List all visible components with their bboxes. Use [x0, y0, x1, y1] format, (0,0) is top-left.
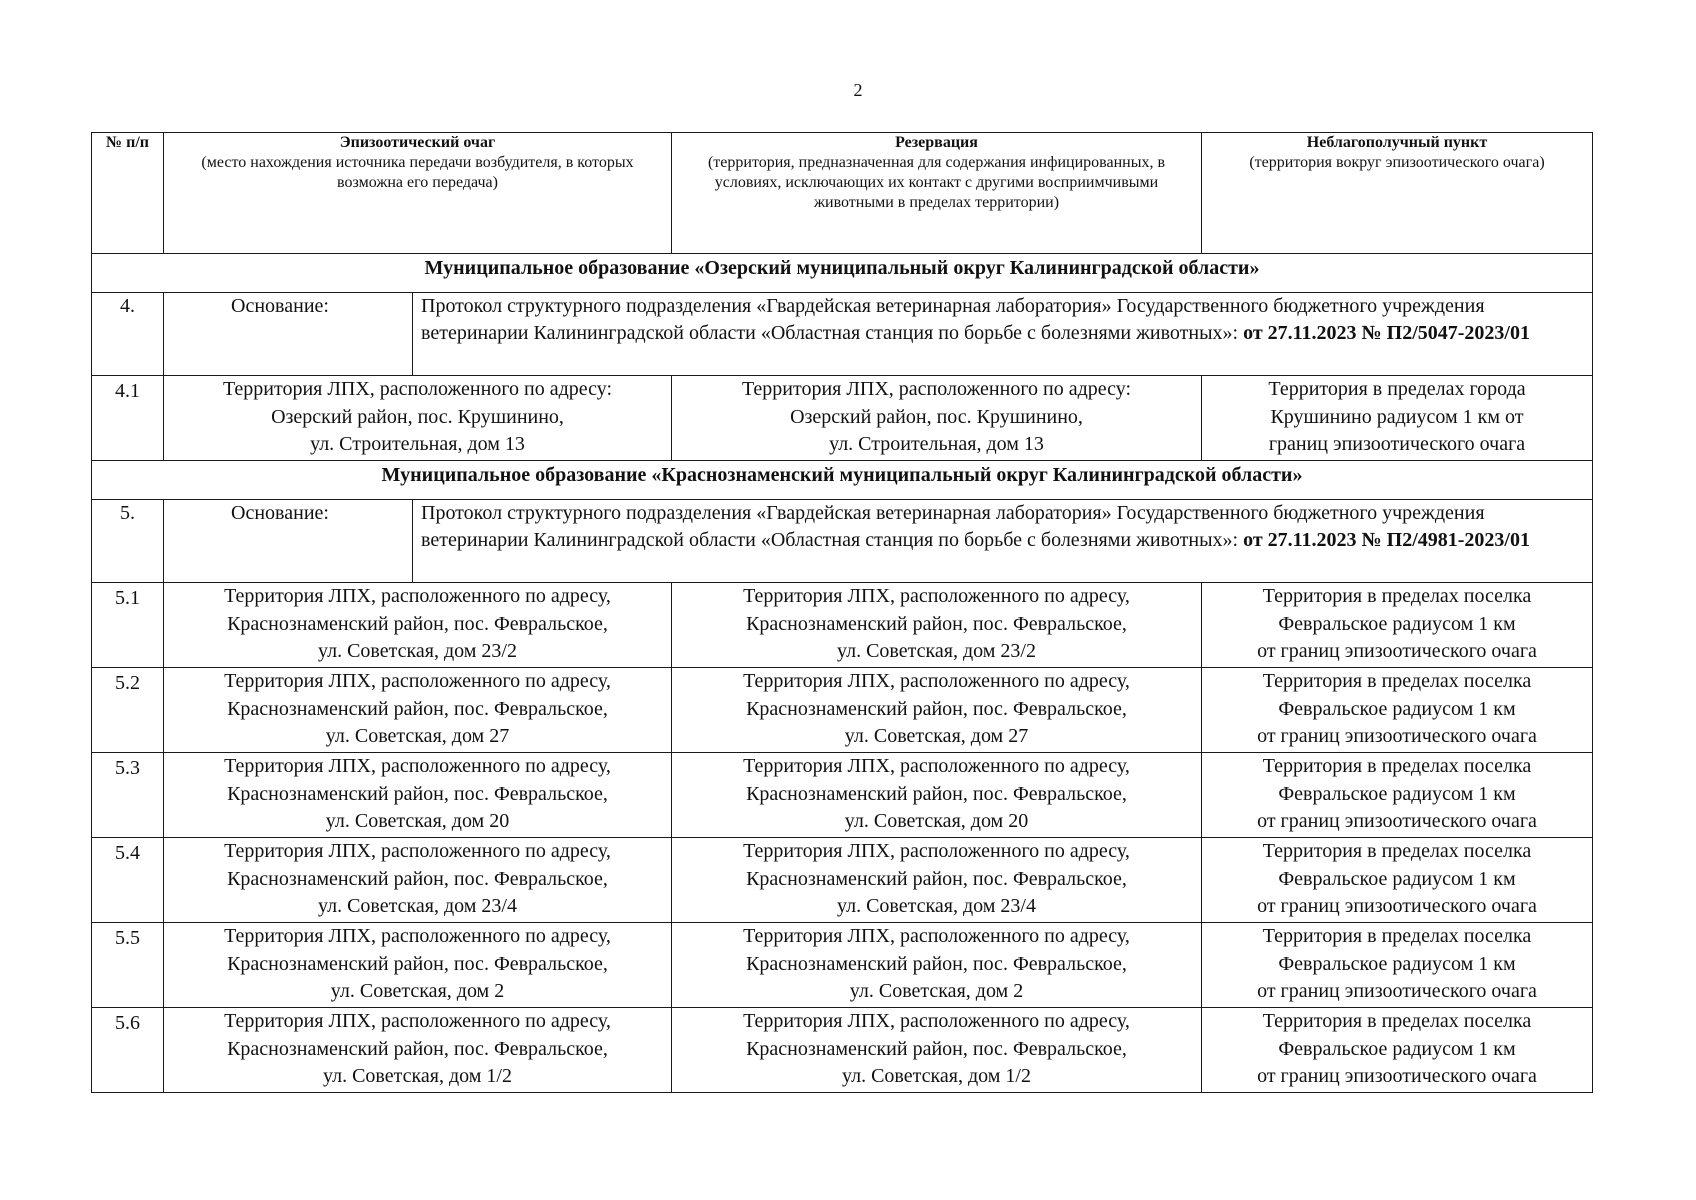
- basis-row: [92, 500, 1593, 583]
- cell-line: ул. Советская, дом 23/4: [836, 895, 1036, 917]
- basis-text-cell: [413, 293, 1593, 376]
- cell-line: Февральское радиусом 1 км: [1278, 952, 1516, 975]
- basis-text: Протокол структурного подразделения «Гвардейская ветеринарная лаборатория» Государственного бюджетного учреждения ветеринарии Калининградской области «Областная станция по борьбе с болезнями животных»:: [421, 502, 1485, 551]
- basis-reference: от 27.11.2023 № П2/5047-2023/01: [1243, 322, 1530, 344]
- page-number: 2: [853, 80, 863, 100]
- header-focus-desc: (место нахождения источника передачи возбудителя, в которых возможна его передача): [201, 154, 634, 191]
- cell-line: Территория ЛПХ, расположенного по адресу:: [741, 378, 1132, 400]
- cell-line: Краснознаменский район, пос. Февральское,: [746, 1037, 1127, 1060]
- cell-line: Краснознаменский район, пос. Февральское,: [227, 867, 608, 890]
- cell-line: Территория ЛПХ, расположенного по адресу,: [224, 670, 611, 692]
- cell-line: ул. Советская, дом 2: [849, 980, 1024, 1002]
- cell-line: ул. Советская, дом 23/4: [317, 895, 517, 917]
- point-cell: [1202, 583, 1593, 668]
- cell-line: Территория в пределах поселка: [1262, 585, 1532, 607]
- cell-line: Краснознаменский район, пос. Февральское,: [746, 612, 1127, 635]
- reservation-cell: [672, 1008, 1202, 1093]
- cell-line: Краснознаменский район, пос. Февральское,: [746, 867, 1127, 890]
- cell-line: Территория ЛПХ, расположенного по адресу:: [222, 378, 613, 400]
- cell-line: Территория ЛПХ, расположенного по адресу,: [743, 925, 1130, 947]
- cell-line: ул. Советская, дом 23/2: [317, 640, 517, 662]
- reservation-cell: [672, 838, 1202, 923]
- cell-line: ул. Советская, дом 20: [325, 810, 510, 832]
- table-row: [92, 376, 1593, 461]
- cell-line: от границ эпизоотического очага: [1257, 725, 1537, 747]
- cell-line: Территория ЛПХ, расположенного по адресу,: [224, 755, 611, 777]
- cell-line: Территория в пределах поселка: [1262, 670, 1532, 692]
- item-number: 5.5: [92, 923, 164, 1008]
- cell-line: от границ эпизоотического очага: [1257, 895, 1537, 917]
- basis-reference: от 27.11.2023 № П2/4981-2023/01: [1243, 529, 1530, 551]
- reservation-cell: [672, 923, 1202, 1008]
- reservation-cell: [672, 753, 1202, 838]
- header-reservation: [672, 133, 1202, 254]
- basis-text: Протокол структурного подразделения «Гвардейская ветеринарная лаборатория» Государственного бюджетного учреждения ветеринарии Калининградской области «Областная станция по борьбе с болезнями животных»:: [421, 295, 1485, 344]
- cell-line: Краснознаменский район, пос. Февральское,: [746, 697, 1127, 720]
- header-reservation-desc: (территория, предназначенная для содержания инфицированных, в условиях, исключающих их контакт с другими восприимчивыми животными в пределах территории): [707, 154, 1166, 211]
- point-cell: [1202, 1008, 1593, 1093]
- cell-line: Территория в пределах поселка: [1262, 1010, 1532, 1032]
- table-row: [92, 838, 1593, 923]
- reservation-cell: [672, 668, 1202, 753]
- cell-line: ул. Советская, дом 1/2: [841, 1065, 1031, 1087]
- focus-cell: [164, 668, 672, 753]
- basis-label: Основание:: [164, 293, 413, 376]
- section-title: Муниципальное образование «Озерский муниципальный округ Калининградской области»: [92, 254, 1593, 293]
- item-number: 5.3: [92, 753, 164, 838]
- cell-line: Территория ЛПХ, расположенного по адресу,: [743, 585, 1130, 607]
- item-number: 5.1: [92, 583, 164, 668]
- cell-line: ул. Советская, дом 27: [844, 725, 1029, 747]
- section-title-row: [92, 254, 1593, 293]
- reservation-cell: [672, 376, 1202, 461]
- episootic-table: [91, 132, 1593, 1093]
- point-cell: [1202, 753, 1593, 838]
- point-cell: [1202, 923, 1593, 1008]
- cell-line: Территория ЛПХ, расположенного по адресу,: [743, 1010, 1130, 1032]
- item-number: 5.4: [92, 838, 164, 923]
- header-point-desc: (территория вокруг эпизоотического очага): [1249, 154, 1545, 171]
- header-focus: [164, 133, 672, 254]
- basis-row: [92, 293, 1593, 376]
- table-row: [92, 753, 1593, 838]
- cell-line: Февральское радиусом 1 км: [1278, 612, 1516, 635]
- basis-text-cell: [413, 500, 1593, 583]
- header-point: [1202, 133, 1593, 254]
- point-cell: [1202, 668, 1593, 753]
- cell-line: ул. Советская, дом 27: [325, 725, 510, 747]
- cell-line: Февральское радиусом 1 км: [1278, 867, 1516, 890]
- focus-cell: [164, 923, 672, 1008]
- cell-line: Территория ЛПХ, расположенного по адресу,: [224, 585, 611, 607]
- cell-line: ул. Советская, дом 1/2: [322, 1065, 512, 1087]
- table-row: [92, 923, 1593, 1008]
- cell-line: ул. Строительная, дом 13: [310, 433, 525, 455]
- table-row: [92, 1008, 1593, 1093]
- focus-cell: [164, 1008, 672, 1093]
- cell-line: Февральское радиусом 1 км: [1278, 782, 1516, 805]
- cell-line: ул. Советская, дом 20: [844, 810, 1029, 832]
- cell-line: Территория ЛПХ, расположенного по адресу,: [743, 840, 1130, 862]
- header-focus-title: Эпизоотический очаг: [339, 134, 496, 151]
- cell-line: Территория ЛПХ, расположенного по адресу,: [224, 1010, 611, 1032]
- cell-line: Краснознаменский район, пос. Февральское,: [227, 612, 608, 635]
- cell-line: Территория ЛПХ, расположенного по адресу,: [224, 840, 611, 862]
- basis-label: Основание:: [164, 500, 413, 583]
- header-point-title: Неблагополучный пункт: [1306, 134, 1488, 151]
- cell-line: Территория в пределах поселка: [1262, 840, 1532, 862]
- focus-cell: [164, 753, 672, 838]
- cell-line: от границ эпизоотического очага: [1257, 1065, 1537, 1087]
- cell-line: Крушинино радиусом 1 км от: [1270, 405, 1524, 428]
- cell-line: Февральское радиусом 1 км: [1278, 697, 1516, 720]
- focus-cell: [164, 583, 672, 668]
- cell-line: границ эпизоотического очага: [1268, 433, 1526, 455]
- cell-line: Территория ЛПХ, расположенного по адресу,: [743, 670, 1130, 692]
- table-row: [92, 668, 1593, 753]
- cell-line: Территория в пределах поселка: [1262, 925, 1532, 947]
- cell-line: Территория ЛПХ, расположенного по адресу,: [224, 925, 611, 947]
- table-row: [92, 583, 1593, 668]
- cell-line: Озерский район, пос. Крушинино,: [790, 405, 1083, 428]
- table-header-row: [92, 133, 1593, 254]
- focus-cell: [164, 838, 672, 923]
- cell-line: от границ эпизоотического очага: [1257, 810, 1537, 832]
- cell-line: от границ эпизоотического очага: [1257, 980, 1537, 1002]
- point-cell: [1202, 838, 1593, 923]
- cell-line: Озерский район, пос. Крушинино,: [271, 405, 564, 428]
- basis-number: 4.: [92, 293, 164, 376]
- cell-line: Территория в пределах поселка: [1262, 755, 1532, 777]
- cell-line: Территория в пределах города: [1268, 378, 1526, 400]
- cell-line: Краснознаменский район, пос. Февральское,: [746, 782, 1127, 805]
- cell-line: Февральское радиусом 1 км: [1278, 1037, 1516, 1060]
- cell-line: Территория ЛПХ, расположенного по адресу,: [743, 755, 1130, 777]
- cell-line: Краснознаменский район, пос. Февральское,: [746, 952, 1127, 975]
- item-number: 5.2: [92, 668, 164, 753]
- header-number: № п/п: [92, 133, 164, 254]
- cell-line: от границ эпизоотического очага: [1257, 640, 1537, 662]
- section-title: Муниципальное образование «Краснознаменский муниципальный округ Калининградской области»: [92, 461, 1593, 500]
- item-number: 5.6: [92, 1008, 164, 1093]
- basis-number: 5.: [92, 500, 164, 583]
- header-reservation-title: Резервация: [895, 134, 978, 151]
- section-title-row: [92, 461, 1593, 500]
- item-number: 4.1: [92, 376, 164, 461]
- point-cell: [1202, 376, 1593, 461]
- cell-line: Краснознаменский район, пос. Февральское,: [227, 697, 608, 720]
- reservation-cell: [672, 583, 1202, 668]
- cell-line: Краснознаменский район, пос. Февральское,: [227, 782, 608, 805]
- cell-line: ул. Советская, дом 2: [330, 980, 505, 1002]
- focus-cell: [164, 376, 672, 461]
- cell-line: Краснознаменский район, пос. Февральское,: [227, 952, 608, 975]
- cell-line: Краснознаменский район, пос. Февральское,: [227, 1037, 608, 1060]
- cell-line: ул. Строительная, дом 13: [829, 433, 1044, 455]
- cell-line: ул. Советская, дом 23/2: [836, 640, 1036, 662]
- table-body: [92, 254, 1593, 1093]
